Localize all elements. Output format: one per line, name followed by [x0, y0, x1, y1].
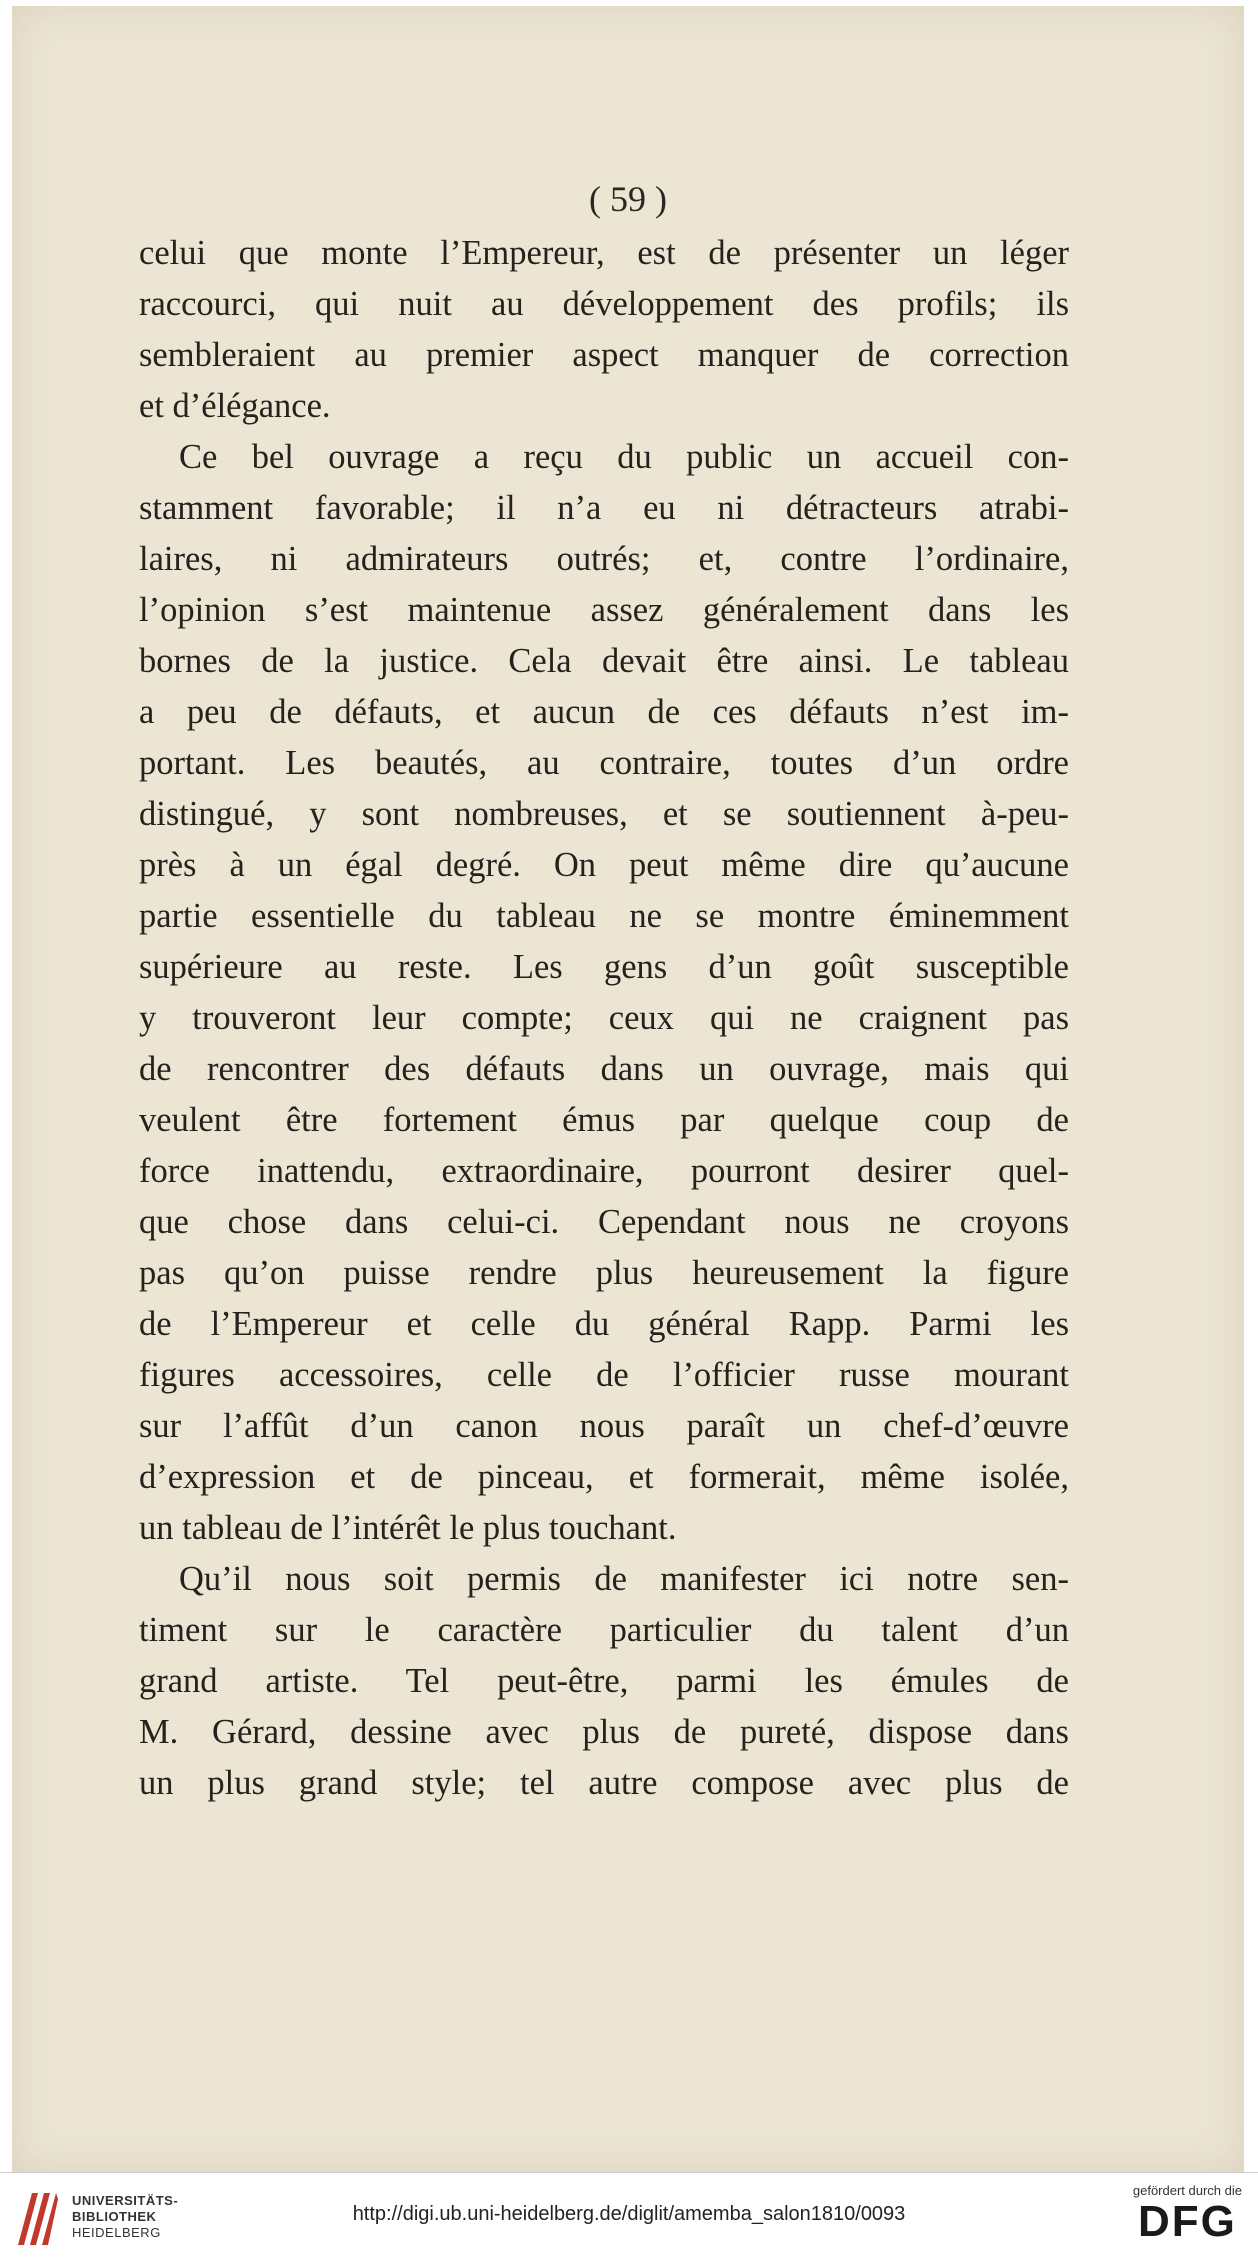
text-line: portant. Les beautés, au contraire, toutes d’un ordre — [139, 744, 1069, 782]
text-line: Ce bel ouvrage a reçu du public un accueil con- — [179, 438, 1069, 476]
text-line: et d’élégance. — [139, 387, 331, 425]
text-line: un plus grand style; tel autre compose avec plus de — [139, 1764, 1069, 1802]
permalink-url[interactable]: http://digi.ub.uni-heidelberg.de/diglit/amemba_salon1810/0093 — [352, 2203, 906, 2225]
library-name-line: UNIVERSITÄTS- — [72, 2193, 179, 2208]
text-line: force inattendu, extraordinaire, pourront desirer quel- — [139, 1152, 1069, 1190]
text-line: bornes de la justice. Cela devait être ainsi. Le tableau — [139, 642, 1069, 680]
text-line: grand artiste. Tel peut-être, parmi les émules de — [139, 1662, 1069, 1700]
text-line: raccourci, qui nuit au développement des profils; ils — [139, 285, 1069, 323]
text-line: un tableau de l’intérêt le plus touchant. — [139, 1509, 677, 1547]
funding-notice — [1133, 2183, 1242, 2246]
text-line: que chose dans celui-ci. Cependant nous ne croyons — [139, 1203, 1069, 1241]
text-line: y trouveront leur compte; ceux qui ne craignent pas — [139, 999, 1069, 1037]
text-line: figures accessoires, celle de l’officier russe mourant — [139, 1356, 1069, 1394]
library-name-line: HEIDELBERG — [72, 2225, 161, 2240]
text-line: stamment favorable; il n’a eu ni détracteurs atrabi- — [139, 489, 1069, 527]
library-name-line: BIBLIOTHEK — [72, 2209, 157, 2224]
text-line: d’expression et de pinceau, et formerait, même isolée, — [139, 1458, 1069, 1496]
body-text — [139, 228, 1069, 1809]
page-number: ( 59 ) — [589, 179, 667, 219]
text-line: Qu’il nous soit permis de manifester ici notre sen- — [179, 1560, 1069, 1598]
text-line: de l’Empereur et celle du général Rapp. Parmi les — [139, 1305, 1069, 1343]
text-line: distingué, y sont nombreuses, et se soutiennent à-peu- — [139, 795, 1069, 833]
text-line: supérieure au reste. Les gens d’un goût susceptible — [139, 948, 1069, 986]
text-line: veulent être fortement émus par quelque coup de — [139, 1101, 1069, 1139]
text-line: de rencontrer des défauts dans un ouvrage, mais qui — [139, 1050, 1069, 1088]
text-line: laires, ni admirateurs outrés; et, contre l’ordinaire, — [139, 540, 1069, 578]
funding-label: gefördert durch die — [1132, 2183, 1242, 2198]
text-line: M. Gérard, dessine avec plus de pureté, dispose dans — [139, 1713, 1069, 1751]
dfg-logo: DFG — [1137, 2197, 1237, 2246]
text-line: sembleraient au premier aspect manquer de correction — [139, 336, 1069, 374]
text-line: a peu de défauts, et aucun de ces défauts n’est im- — [139, 693, 1069, 731]
text-line: pas qu’on puisse rendre plus heureusement la figure — [139, 1254, 1069, 1292]
viewer-footer — [0, 2172, 1258, 2264]
text-line: partie essentielle du tableau ne se montre éminemment — [139, 897, 1069, 935]
text-line: sur l’affût d’un canon nous paraît un chef-d’œuvre — [139, 1407, 1069, 1445]
text-line: celui que monte l’Empereur, est de présenter un léger — [139, 234, 1069, 272]
text-line: l’opinion s’est maintenue assez généralement dans les — [139, 591, 1069, 629]
text-line: timent sur le caractère particulier du talent d’un — [139, 1611, 1069, 1649]
text-line: près à un égal degré. On peut même dire qu’aucune — [139, 846, 1069, 884]
scanned-page — [12, 6, 1244, 2172]
